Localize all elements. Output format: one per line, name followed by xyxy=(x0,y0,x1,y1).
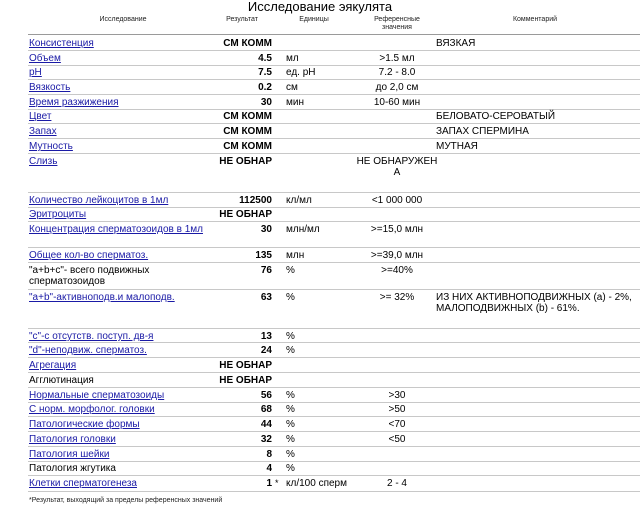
header-comment: Комментарий xyxy=(512,16,558,23)
row-divider xyxy=(28,123,640,124)
reference-value: 7.2 - 8.0 xyxy=(378,67,416,78)
test-name: Агглютинация xyxy=(29,375,94,386)
reference-value: >=39,0 млн xyxy=(370,250,424,261)
units-value: кл/100 сперм xyxy=(286,478,347,489)
test-name: Патология жгутика xyxy=(29,463,116,474)
row-divider xyxy=(28,431,640,432)
row-divider xyxy=(28,342,640,343)
result-value: 112500 xyxy=(239,195,272,206)
test-name-link[interactable]: "d"-неподвиж. сперматоз. xyxy=(29,345,147,356)
test-name-link[interactable]: Слизь xyxy=(29,156,58,167)
result-value: 30 xyxy=(260,97,272,108)
test-name-link[interactable]: "a+b"-активноподв.и малоподв. xyxy=(29,292,175,303)
test-name-link[interactable]: Эритроциты xyxy=(29,209,87,220)
row-divider xyxy=(28,491,640,492)
units-value: % xyxy=(286,331,295,342)
table-row xyxy=(0,291,640,329)
table-row xyxy=(0,389,640,403)
test-name-link[interactable]: Патология шейки xyxy=(29,449,110,460)
result-value: 7.5 xyxy=(258,67,272,78)
table-row xyxy=(0,374,640,388)
row-divider xyxy=(28,387,640,388)
header-name: Исследование xyxy=(99,16,147,23)
table-row xyxy=(0,344,640,358)
units-value: млн xyxy=(286,250,305,261)
test-name-link[interactable]: Концентрация сперматозоидов в 1мл xyxy=(29,224,203,235)
test-name-link[interactable]: Вязкость xyxy=(29,82,71,93)
reference-value: >= 32% xyxy=(379,292,415,303)
units-value: кл/мл xyxy=(286,195,312,206)
table-row xyxy=(0,155,640,193)
table-row xyxy=(0,418,640,432)
result-value: 0.2 xyxy=(258,82,272,93)
table-row xyxy=(0,462,640,476)
table-row xyxy=(0,448,640,462)
comment-value: БЕЛОВАТО-СЕРОВАТЫЙ xyxy=(436,111,556,122)
test-name-link[interactable]: Агрегация xyxy=(29,360,77,371)
result-value: 1 xyxy=(266,478,272,489)
row-divider xyxy=(28,446,640,447)
reference-value: >=15,0 млн xyxy=(370,224,424,235)
result-value: СМ КОММ xyxy=(223,111,272,122)
table-row xyxy=(0,359,640,373)
row-divider xyxy=(28,94,640,95)
result-value: 32 xyxy=(260,434,272,445)
row-divider xyxy=(28,289,640,290)
result-value: 135 xyxy=(255,250,272,261)
units-value: % xyxy=(286,292,295,303)
table-row xyxy=(0,52,640,66)
units-value: млн/мл xyxy=(286,224,320,235)
test-name-link[interactable]: pH xyxy=(29,67,42,78)
test-name-link[interactable]: Консистенция xyxy=(29,38,94,49)
table-row xyxy=(0,477,640,492)
result-value: 56 xyxy=(260,390,272,401)
table-row xyxy=(0,37,640,51)
result-value: 68 xyxy=(260,404,272,415)
reference-value: до 2,0 см xyxy=(375,82,419,93)
test-name-link[interactable]: Количество лейкоцитов в 1мл xyxy=(29,195,169,206)
reference-value: >30 xyxy=(388,390,406,401)
result-value: СМ КОММ xyxy=(223,141,272,152)
units-value: % xyxy=(286,434,295,445)
table-row xyxy=(0,249,640,263)
row-divider xyxy=(28,262,640,263)
units-value: % xyxy=(286,390,295,401)
comment-value: ЗАПАХ СПЕРМИНА xyxy=(436,126,529,137)
reference-value: 2 - 4 xyxy=(386,478,407,489)
units-value: % xyxy=(286,419,295,430)
reference-value: >1.5 мл xyxy=(379,53,415,64)
row-divider xyxy=(28,328,640,329)
row-divider xyxy=(28,79,640,80)
table-row xyxy=(0,330,640,343)
table-row xyxy=(0,194,640,208)
reference-value: >=40% xyxy=(381,265,413,276)
result-value: 24 xyxy=(260,345,272,356)
result-value: 76 xyxy=(260,265,272,276)
header-result: Результат xyxy=(226,16,258,23)
result-value: 13 xyxy=(260,331,272,342)
units-value: мин xyxy=(286,97,304,108)
table-row xyxy=(0,66,640,80)
page-title: Исследование эякулята xyxy=(247,0,393,14)
units-value: ед. pH xyxy=(286,67,316,78)
test-name-link[interactable]: Объем xyxy=(29,53,61,64)
units-value: % xyxy=(286,449,295,460)
table-row xyxy=(0,96,640,110)
test-name: "a+b+c"- всего подвижных сперматозоидов xyxy=(29,265,150,287)
reference-value: НЕ ОБНАРУЖЕН А xyxy=(356,156,438,178)
row-divider xyxy=(28,138,640,139)
result-value: 30 xyxy=(260,224,272,235)
test-name-link[interactable]: Мутность xyxy=(29,141,73,152)
comment-value: ВЯЗКАЯ xyxy=(436,38,476,49)
row-divider xyxy=(28,50,640,51)
result-value: НЕ ОБНАР xyxy=(219,360,272,371)
row-divider xyxy=(28,372,640,373)
table-row xyxy=(0,110,640,124)
test-name-link[interactable]: Патологические формы xyxy=(29,419,140,430)
table-row xyxy=(0,403,640,417)
result-value: НЕ ОБНАР xyxy=(219,209,272,220)
test-name-link[interactable]: Нормальные сперматозоиды xyxy=(29,390,165,401)
test-name-link[interactable]: Общее кол-во сперматоз. xyxy=(29,250,149,261)
table-row xyxy=(0,208,640,222)
result-value: 4 xyxy=(266,463,272,474)
table-row xyxy=(0,433,640,447)
test-name-link[interactable]: С норм. морфолог. головки xyxy=(29,404,155,415)
row-divider xyxy=(28,192,640,193)
header-units: Единицы xyxy=(299,16,329,23)
units-value: см xyxy=(286,82,298,93)
comment-value: МУТНАЯ xyxy=(436,141,478,152)
table-row xyxy=(0,81,640,95)
row-divider xyxy=(28,153,640,154)
result-value: 8 xyxy=(266,449,272,460)
reference-value: >50 xyxy=(388,404,406,415)
row-divider xyxy=(28,247,640,248)
reference-value: 10-60 мин xyxy=(373,97,421,108)
footnote: *Результат, выходящий за пределы референсных значений xyxy=(29,497,223,504)
result-value: СМ КОММ xyxy=(223,38,272,49)
test-name-link[interactable]: Время разжижения xyxy=(29,97,119,108)
header-reference: Референсные значения xyxy=(374,16,420,31)
out-of-range-flag: * xyxy=(275,478,279,488)
test-name-link[interactable]: Клетки сперматогенеза xyxy=(29,478,137,489)
row-divider xyxy=(28,221,640,222)
reference-value: <70 xyxy=(388,419,406,430)
row-divider xyxy=(28,475,640,476)
result-value: 44 xyxy=(260,419,272,430)
reference-value: <50 xyxy=(388,434,406,445)
units-value: % xyxy=(286,345,295,356)
table-row xyxy=(0,264,640,290)
comment-value: ИЗ НИХ АКТИВНОПОДВИЖНЫХ (а) - 2%, МАЛОПОДВИЖНЫХ (b) - 61%. xyxy=(436,292,632,314)
result-value: НЕ ОБНАР xyxy=(219,375,272,386)
reference-value: <1 000 000 xyxy=(371,195,423,206)
table-row xyxy=(0,140,640,154)
table-row xyxy=(0,223,640,248)
units-value: % xyxy=(286,404,295,415)
test-name-link[interactable]: Цвет xyxy=(29,111,52,122)
test-name-link[interactable]: Патология головки xyxy=(29,434,116,445)
units-value: мл xyxy=(286,53,299,64)
test-name-link[interactable]: "c"-с отсутств. поступ. дв-я xyxy=(29,331,154,342)
units-value: % xyxy=(286,265,295,276)
units-value: % xyxy=(286,463,295,474)
test-name-link[interactable]: Запах xyxy=(29,126,57,137)
result-value: 4.5 xyxy=(258,53,272,64)
table-row xyxy=(0,125,640,139)
result-value: НЕ ОБНАР xyxy=(219,156,272,167)
result-value: 63 xyxy=(260,292,272,303)
result-value: СМ КОММ xyxy=(223,126,272,137)
row-divider xyxy=(28,357,640,358)
header-divider xyxy=(28,34,640,35)
row-divider xyxy=(28,416,640,417)
